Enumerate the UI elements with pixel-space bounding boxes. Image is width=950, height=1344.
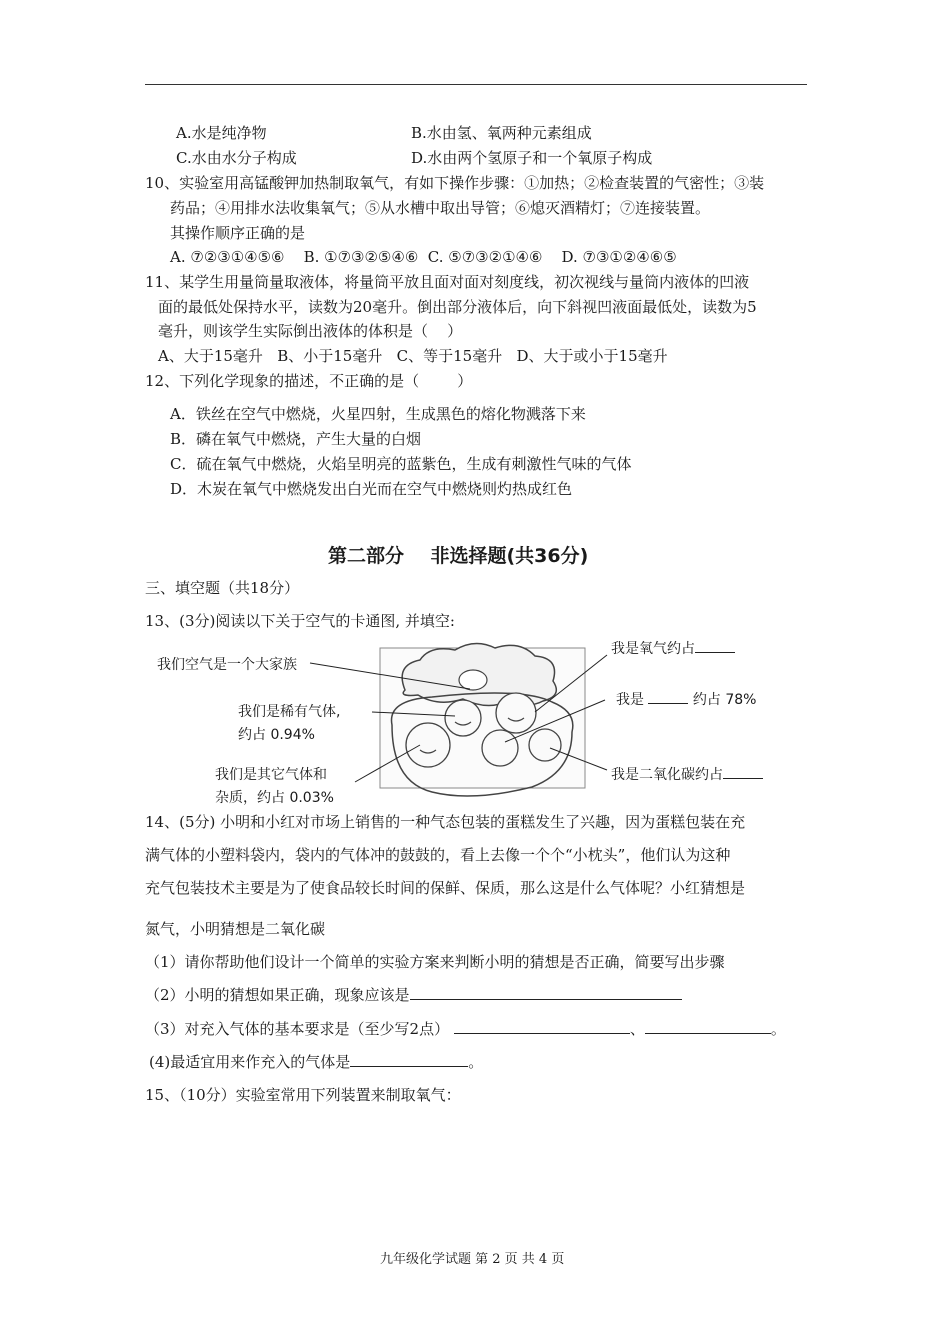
q14-sub3-sep: 、 — [629, 1020, 645, 1038]
label-other-gas-2: 杂质，约占 0.03% — [215, 790, 334, 806]
label-co2 — [611, 764, 763, 784]
q13-stem: 13、(3分)阅读以下关于空气的卡通图, 并填空: — [145, 612, 455, 630]
cloud-nitrogen — [482, 730, 518, 766]
q15-stem: 15、（10分）实验室常用下列装置来制取氧气： — [145, 1086, 461, 1104]
blank-co2[interactable] — [723, 764, 763, 779]
label-air-family: 我们空气是一个大家族 — [157, 657, 297, 673]
q14-sub3 — [145, 1019, 786, 1039]
q14-sub2 — [145, 985, 682, 1005]
q9-option-b: B.水由氢、氧两种元素组成 — [411, 124, 592, 142]
q10-line1: 10、实验室用高锰酸钾加热制取氧气，有如下操作步骤：①加热；②检查装置的气密性；③装 — [145, 174, 765, 192]
q12-option-b: B．磷在氧气中燃烧，产生大量的白烟 — [170, 430, 422, 448]
q11-line3: 毫升，则该学生实际倒出液体的体积是（ ） — [158, 322, 463, 340]
label-oxygen-text: 我是氧气约占 — [611, 641, 695, 657]
blank-nitrogen[interactable] — [648, 689, 688, 704]
q14-sub4-end: 。 — [468, 1053, 484, 1071]
label-nitrogen-text-a: 我是 — [616, 692, 644, 708]
blank-q14-sub3-2[interactable] — [645, 1019, 771, 1034]
cloud-co2 — [529, 729, 561, 761]
q12-stem: 12、下列化学现象的描述，不正确的是（ ） — [145, 372, 473, 390]
label-rare-gas-2: 约占 0.94% — [238, 727, 315, 743]
cloud-face — [459, 670, 487, 690]
q9-option-a: A.水是纯净物 — [176, 124, 267, 142]
blank-q14-sub4[interactable] — [350, 1052, 468, 1067]
q10-line2: 药品；④用排水法收集氧气；⑤从水槽中取出导管；⑥熄灭酒精灯；⑦连接装置。 — [170, 199, 711, 217]
blank-q14-sub3-1[interactable] — [454, 1019, 630, 1034]
q11-line2: 面的最低处保持水平，读数为20毫升。倒出部分液体后，向下斜视凹液面最低处，读数为5 — [158, 298, 757, 316]
q12-option-c: C．硫在氧气中燃烧，火焰呈明亮的蓝紫色，生成有刺激性气味的气体 — [170, 455, 632, 473]
label-oxygen — [611, 638, 735, 658]
cloud-rare — [445, 700, 481, 736]
q9-option-d: D.水由两个氢原子和一个氧原子构成 — [411, 149, 653, 167]
label-other-gas-1: 我们是其它气体和 — [215, 767, 327, 783]
blank-oxygen[interactable] — [695, 638, 735, 653]
cloud-oxygen — [496, 693, 536, 733]
cloud-other — [406, 723, 450, 767]
section3-heading: 三、填空题（共18分） — [145, 579, 300, 597]
q10-line3: 其操作顺序正确的是 — [170, 224, 306, 242]
q14-line4: 氮气，小明猜想是二氧化碳 — [145, 920, 326, 938]
q11-options: A、大于15毫升 B、小于15毫升 C、等于15毫升 D、大于或小于15毫升 — [158, 347, 668, 365]
q9-option-c: C.水由水分子构成 — [176, 149, 297, 167]
q14-sub4 — [149, 1052, 483, 1072]
page-footer: 九年级化学试题 第 2 页 共 4 页 — [380, 1252, 565, 1267]
q14-sub3-text: （3）对充入气体的基本要求是（至少写2点） — [145, 1020, 450, 1038]
q14-sub3-end: 。 — [770, 1020, 786, 1038]
part2-title: 第二部分 非选择题(共36分) — [328, 545, 589, 567]
q14-line1: 14、(5分) 小明和小红对市场上销售的一种气态包装的蛋糕发生了兴趣，因为蛋糕包装在充 — [145, 813, 746, 831]
q14-line3: 充气包装技术主要是为了使食品较长时间的保鲜、保质，那么这是什么气体呢？小红猜想是 — [145, 879, 746, 897]
q14-sub4-text: (4)最适宜用来作充入的气体是 — [149, 1053, 351, 1071]
q14-sub2-text: （2）小明的猜想如果正确，现象应该是 — [145, 986, 410, 1004]
q14-line2: 满气体的小塑料袋内，袋内的气体冲的鼓鼓的，看上去像一个个“小枕头”，他们认为这种 — [145, 846, 731, 864]
q11-line1: 11、某学生用量筒量取液体，将量筒平放且面对面对刻度线，初次视线与量筒内液体的凹液 — [145, 273, 750, 291]
label-nitrogen — [616, 689, 756, 709]
q12-option-d: D．木炭在氧气中燃烧发出白光而在空气中燃烧则灼热成红色 — [170, 480, 573, 498]
q12-option-a: A．铁丝在空气中燃烧，火星四射，生成黑色的熔化物溅落下来 — [170, 405, 586, 423]
label-co2-text: 我是二氧化碳约占 — [611, 767, 723, 783]
label-rare-gas-1: 我们是稀有气体, — [238, 704, 341, 720]
q14-sub1: （1）请你帮助他们设计一个简单的实验方案来判断小明的猜想是否正确，简要写出步骤 — [145, 953, 725, 971]
q10-options: A. ⑦②③①④⑤⑥ B. ①⑦③②⑤④⑥ C. ⑤⑦③②①④⑥ D. ⑦③①②④⑥⑤ — [170, 248, 677, 266]
label-nitrogen-text-b: 约占 78% — [692, 692, 757, 708]
blank-q14-sub2[interactable] — [410, 985, 682, 1000]
